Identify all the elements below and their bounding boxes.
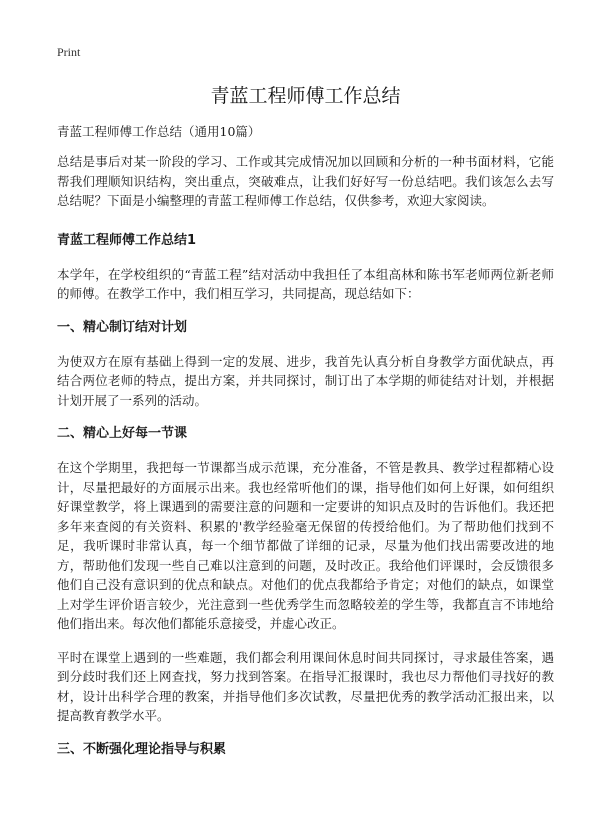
section-heading-2: 二、精心上好每一节课 [57,426,188,441]
intro-paragraph: 总结是事后对某一阶段的学习、工作或其完成情况加以回顾和分析的一种书面材料，它能帮我们理顺知识结构，突出重点，突破难点，让我们好好写一份总结吧。我们该怎么去写总结呢？下面是小编整理的青蓝工程师傅工作总结，仅供参考，欢迎大家阅读。 [57,154,554,208]
article-heading: 青蓝工程师傅工作总结1 [57,232,197,248]
section-2-paragraph-1: 在这个学期里，我把每一节课都当成示范课，充分准备，不管是教具、教学过程都精心设计，尽量把最好的方面展示出来。我也经常听他们的课，指导他们如何上好课，如何组织好课堂教学，将上课遇到的需要注意的问题和一定要讲的知识点及时的告诉他们。我还把多年来查阅的有关资料、积累的'教学经验毫无保留的传授给他们。为了帮助他们找到不足，我听课时非常认真，每一个细节都做了详细的记录，尽量为他们找出需要改进的地方，帮助他们发现一些自己难以注意到的问题，及时改正。我给他们评课时，会反馈很多他们自己没有意识到的优点和缺点。对他们的优点我都给予肯定；对他们的缺点，如课堂上对学生评价语言较少，光注意到一些优秀学生而忽略较差的学生等，我都直言不讳地给他们指出来。每次他们都能乐意接受，并虚心改正。 [57,460,554,631]
document-subtitle: 青蓝工程师傅工作总结（通用10篇） [57,124,261,139]
document-title: 青蓝工程师傅工作总结 [210,85,401,107]
section-2-paragraph-2: 平时在课堂上遇到的一些难题，我们都会利用课间休息时间共同探讨，寻求最佳答案，遇到分歧时我们还上网查找，努力找到答案。在指导汇报课时，我也尽力帮他们寻找好的教材，设计出科学合理的教案，并指导他们多次试教，尽量把优秀的教学活动汇报出来，以提高教育教学水平。 [57,649,554,723]
article-intro-paragraph: 本学年，在学校组织的“青蓝工程”结对活动中我担任了本组高林和陈书军老师两位新老师的师傅。在教学工作中，我们相互学习，共同提高，现总结如下： [57,266,554,301]
section-heading-1: 一、精心制订结对计划 [57,319,188,335]
print-link[interactable]: Print [57,45,81,59]
section-1-paragraph-1: 为使双方在原有基础上得到一定的发展、进步，我首先认真分析自身教学方面优缺点，再结合两位老师的特点，提出方案，并共同探讨，制订出了本学期的师徒结对计划，并根据计划开展了一系列的活动。 [57,353,554,408]
section-heading-3: 三、不断强化理论指导与积累 [57,741,227,757]
